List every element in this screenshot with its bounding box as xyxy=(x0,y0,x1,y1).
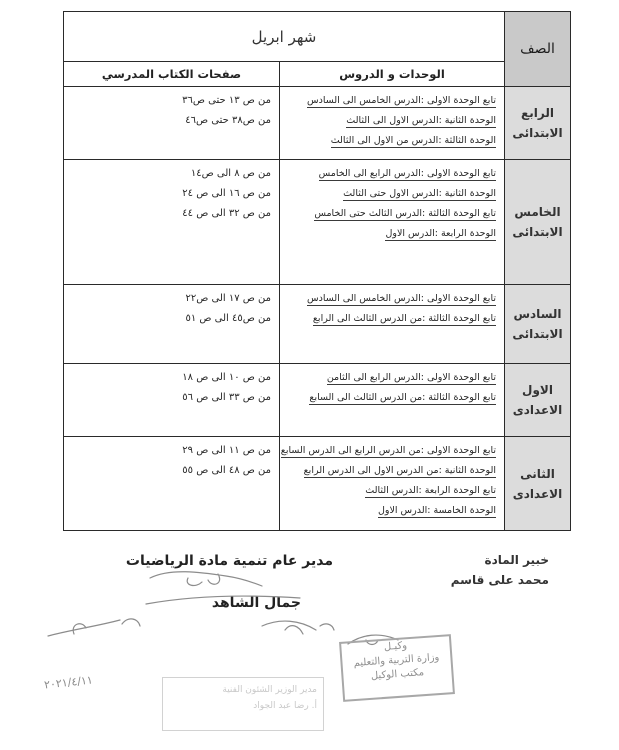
page-range-line: من ص ١٦ الى ص ٢٤ xyxy=(182,188,271,199)
pages-cell xyxy=(64,364,280,437)
units-cell xyxy=(280,160,505,285)
unit-lesson-line: تابع الوحدة الثالثة :من الدرس الثالث الى الرابع xyxy=(312,313,496,324)
page-range-line: من ص ١١ الى ص ٢٩ xyxy=(182,445,271,456)
director-signature-underline xyxy=(146,596,300,604)
units-cell xyxy=(280,87,505,160)
general-director-name: جمال الشاهد xyxy=(211,595,301,611)
month-title: شهر ابريل xyxy=(64,12,505,62)
unit-lesson-line: الوحدة الثالثة :الدرس من الاول الى الثالث xyxy=(330,135,496,146)
pages-cell xyxy=(64,437,280,531)
unit-lesson-line: الوحدة الثانية :الدرس الاول حتى الثالث xyxy=(343,188,496,199)
unit-lesson-line: تابع الوحدة الاولى :من الدرس الرابع الى الدرس السابع xyxy=(280,445,496,456)
pages-column-header: صفحات الكتاب المدرسي xyxy=(64,62,280,87)
page-range-line: من ص ١٣ حتى ص٣٦ xyxy=(182,95,271,106)
stamp-line: وزارة التربية والتعليم xyxy=(353,652,440,670)
unit-lesson-line: تابع الوحدة الاولى :الدرس الرابع الى الثامن xyxy=(326,372,496,383)
grade-cell xyxy=(505,437,571,531)
director-signature-scribble xyxy=(150,572,262,586)
page-range-line: من ص٣٨ حتى ص٤٦ xyxy=(185,115,271,126)
stamp-line: مكتب الوكيل xyxy=(370,667,425,682)
column-header-row xyxy=(64,62,571,87)
unit-lesson-line: تابع الوحدة الرابعة :الدرس الثالث xyxy=(365,485,496,496)
general-director-title: مدير عام تنمية مادة الرياضيات xyxy=(125,553,333,569)
grade-cell xyxy=(505,285,571,364)
unit-lesson-line: تابع الوحدة الاولى :الدرس الخامس الى السادس xyxy=(307,293,496,304)
page-range-line: من ص ٣٢ الى ص ٤٤ xyxy=(182,208,271,219)
grade-cell xyxy=(505,160,571,285)
subject-expert-name: محمد على قاسم xyxy=(450,573,549,587)
unit-lesson-line: تابع الوحدة الثالثة :الدرس الثالث حتى الخامس xyxy=(314,208,496,219)
unit-lesson-line: الوحدة الثانية :من الدرس الاول الى الدرس الرابع xyxy=(303,465,496,476)
grade-label: الابتدائى xyxy=(512,126,563,140)
faint-box-line: مدير الوزير الشئون الفنية xyxy=(222,685,317,695)
page-range-line: من ص ١٧ الى ص٢٢ xyxy=(185,293,271,304)
faint-box-line: أ. رضا عبد الجواد xyxy=(253,701,317,711)
units-column-header: الوحدات و الدروس xyxy=(280,62,505,87)
unit-lesson-line: تابع الوحدة الاولى :الدرس الخامس الى السادس xyxy=(307,95,496,106)
pages-cell xyxy=(64,285,280,364)
page-range-line: من ص ١٠ الى ص ١٨ xyxy=(182,372,271,383)
grade-label: السادس xyxy=(513,307,562,321)
signature-date: ٢٠٢١/٤/١١ xyxy=(43,673,94,692)
grade-label: الاعدادى xyxy=(512,403,563,417)
table-body xyxy=(64,12,571,531)
grade-label: الابتدائى xyxy=(512,225,563,239)
faint-signature-box xyxy=(162,677,324,731)
grade-label: الثانى xyxy=(520,466,555,481)
table-row xyxy=(64,364,571,437)
official-stamp xyxy=(339,634,455,702)
curriculum-table xyxy=(63,11,571,531)
grade-column-header: الصف xyxy=(505,12,571,87)
unit-lesson-line: الوحدة الخامسة :الدرس الاول xyxy=(377,505,496,516)
grade-label: الاعدادى xyxy=(512,486,563,501)
units-cell xyxy=(280,437,505,531)
stamp-line: وكيـل xyxy=(383,640,408,653)
unit-lesson-line: الوحدة الثانية :الدرس الاول الى الثالث xyxy=(346,115,496,126)
pages-cell xyxy=(64,160,280,285)
pages-cell xyxy=(64,87,280,160)
page-range-line: من ص ٤٨ الى ص ٥٥ xyxy=(182,465,271,476)
grade-label: الاول xyxy=(522,383,553,397)
grade-label: الخامس xyxy=(514,205,561,219)
table-row xyxy=(64,160,571,285)
unit-lesson-line: الوحدة الرابعة :الدرس الاول xyxy=(385,228,496,239)
grade-label: الرابع xyxy=(521,106,554,120)
subject-expert-label: خبير المادة xyxy=(484,553,549,567)
signature-mark-left xyxy=(48,619,140,636)
unit-lesson-line: تابع الوحدة الثالثة :من الدرس الثالث الى السابع xyxy=(309,392,496,403)
page-range-line: من ص٤٥ الى ص ٥١ xyxy=(185,313,271,324)
table-row xyxy=(64,87,571,160)
table-row xyxy=(64,437,571,531)
table-row xyxy=(64,285,571,364)
title-row xyxy=(64,12,571,62)
page-range-line: من ص ٨ الى ص١٤ xyxy=(190,168,271,179)
signature-mark-center xyxy=(262,621,334,634)
grade-cell xyxy=(505,364,571,437)
units-cell xyxy=(280,364,505,437)
grade-label: الابتدائى xyxy=(512,327,563,341)
unit-lesson-line: تابع الوحدة الاولى :الدرس الرابع الى الخامس xyxy=(318,168,496,179)
units-cell xyxy=(280,285,505,364)
grade-cell xyxy=(505,87,571,160)
page-range-line: من ص ٣٣ الى ص ٥٦ xyxy=(182,392,271,403)
